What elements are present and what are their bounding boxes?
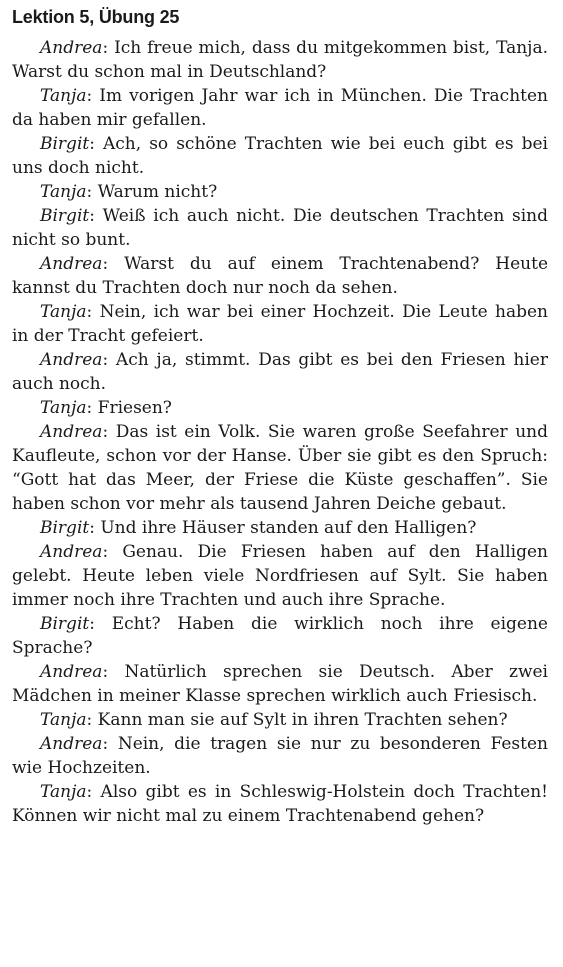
speaker-name: Andrea [40, 662, 103, 682]
page [12, 4, 548, 828]
line-text: Und ihre Häuser standen auf den Halligen? [100, 518, 477, 538]
speaker-name: Andrea [40, 542, 103, 562]
line-text: Das ist ein Volk. Sie waren große Seefahrer und Kaufleute, schon vor der Hanse. Über sie gibt es den Spruch: “Gott hat das Meer, der Friese die Küste geschaffen”. Sie haben schon vor mehr als tausend Jahren Deiche gebaut. [12, 422, 548, 514]
line-text: Ach, so schöne Trachten wie bei euch gibt es bei uns doch nicht. [12, 134, 548, 178]
speaker-name: Andrea [40, 422, 103, 442]
line-text: Genau. Die Friesen haben auf den Halligen gelebt. Heute leben viele Nordfriesen auf Sylt. Sie haben immer noch ihre Trachten und auch ihre Sprache. [12, 542, 549, 610]
line-text: Warst du auf einem Trachtenabend? Heute kannst du Trachten doch nur noch da sehen. [12, 254, 548, 298]
dialogue-line: Tanja: Also gibt es in Schleswig-Holstein doch Trachten! Können wir nicht mal zu einem Trachtenabend gehen? [12, 782, 548, 826]
dialogue-line: Tanja: Im vorigen Jahr war ich in München. Die Trachten da haben mir gefallen. [12, 86, 548, 130]
dialogue-line: Andrea: Ach ja, stimmt. Das gibt es bei den Friesen hier auch noch. [12, 350, 548, 394]
dialogue-line: Tanja: Friesen? [40, 398, 172, 418]
line-text: Natürlich sprechen sie Deutsch. Aber zwei Mädchen in meiner Klasse sprechen wirklich auch Friesisch. [12, 662, 548, 706]
line-text: Weiß ich auch nicht. Die deutschen Trachten sind nicht so bunt. [12, 206, 548, 250]
speaker-name: Birgit [40, 134, 90, 154]
line-text: Echt? Haben die wirklich noch ihre eigene Sprache? [12, 614, 548, 658]
dialogue-line: Tanja: Kann man sie auf Sylt in ihren Trachten sehen? [40, 710, 508, 730]
speaker-name: Andrea [40, 254, 103, 274]
exercise-heading: Lektion 5, Übung 25 [12, 7, 180, 27]
line-text: Ach ja, stimmt. Das gibt es bei den Friesen hier auch noch. [12, 350, 548, 394]
line-text: Ich freue mich, dass du mitgekommen bist, Tanja. Warst du schon mal in Deutschland? [12, 38, 548, 82]
dialogue-line: Andrea: Natürlich sprechen sie Deutsch. Aber zwei Mädchen in meiner Klasse sprechen wirklich auch Friesisch. [12, 662, 548, 706]
speaker-name: Tanja [40, 86, 87, 106]
dialogue-line: Birgit: Ach, so schöne Trachten wie bei euch gibt es bei uns doch nicht. [12, 134, 548, 178]
line-text: Kann man sie auf Sylt in ihren Trachten sehen? [97, 710, 508, 730]
line-text: Nein, ich war bei einer Hochzeit. Die Leute haben in der Tracht gefeiert. [12, 302, 548, 346]
dialogue [12, 36, 548, 828]
speaker-name: Birgit [40, 518, 90, 538]
speaker-name: Tanja [40, 302, 87, 322]
speaker-name: Andrea [40, 38, 103, 58]
line-text: Also gibt es in Schleswig-Holstein doch Trachten! Können wir nicht mal zu einem Trachtenabend gehen? [12, 782, 548, 826]
dialogue-line: Andrea: Das ist ein Volk. Sie waren große Seefahrer und Kaufleute, schon vor der Hanse. Über sie gibt es den Spruch: “Gott hat das Meer, der Friese die Küste geschaffen”. Sie haben schon vor mehr als tausend Jahren Deiche gebaut. [12, 422, 548, 514]
dialogue-line: Tanja: Nein, ich war bei einer Hochzeit. Die Leute haben in der Tracht gefeiert. [12, 302, 548, 346]
line-text: Im vorigen Jahr war ich in München. Die Trachten da haben mir gefallen. [12, 86, 548, 130]
line-text: Warum nicht? [97, 182, 218, 202]
dialogue-line: Birgit: Und ihre Häuser standen auf den Halligen? [40, 518, 477, 538]
speaker-name: Birgit [40, 614, 90, 634]
speaker-name: Andrea [40, 350, 103, 370]
dialogue-line: Tanja: Warum nicht? [40, 182, 218, 202]
line-text: Friesen? [97, 398, 172, 418]
speaker-name: Tanja [40, 398, 87, 418]
line-text: Nein, die tragen sie nur zu besonderen Festen wie Hochzeiten. [12, 734, 548, 778]
dialogue-line: Birgit: Echt? Haben die wirklich noch ihre eigene Sprache? [12, 614, 548, 658]
dialogue-line: Andrea: Warst du auf einem Trachtenabend? Heute kannst du Trachten doch nur noch da sehen. [12, 254, 548, 298]
speaker-name: Tanja [40, 782, 87, 802]
speaker-name: Tanja [40, 182, 87, 202]
dialogue-line: Andrea: Nein, die tragen sie nur zu besonderen Festen wie Hochzeiten. [12, 734, 548, 778]
dialogue-line: Andrea: Genau. Die Friesen haben auf den Halligen gelebt. Heute leben viele Nordfriesen auf Sylt. Sie haben immer noch ihre Trachten und auch ihre Sprache. [12, 542, 549, 610]
speaker-name: Andrea [40, 734, 103, 754]
speaker-name: Birgit [40, 206, 90, 226]
dialogue-line: Birgit: Weiß ich auch nicht. Die deutschen Trachten sind nicht so bunt. [12, 206, 548, 250]
speaker-name: Tanja [40, 710, 87, 730]
dialogue-line: Andrea: Ich freue mich, dass du mitgekommen bist, Tanja. Warst du schon mal in Deutschland? [12, 38, 548, 82]
